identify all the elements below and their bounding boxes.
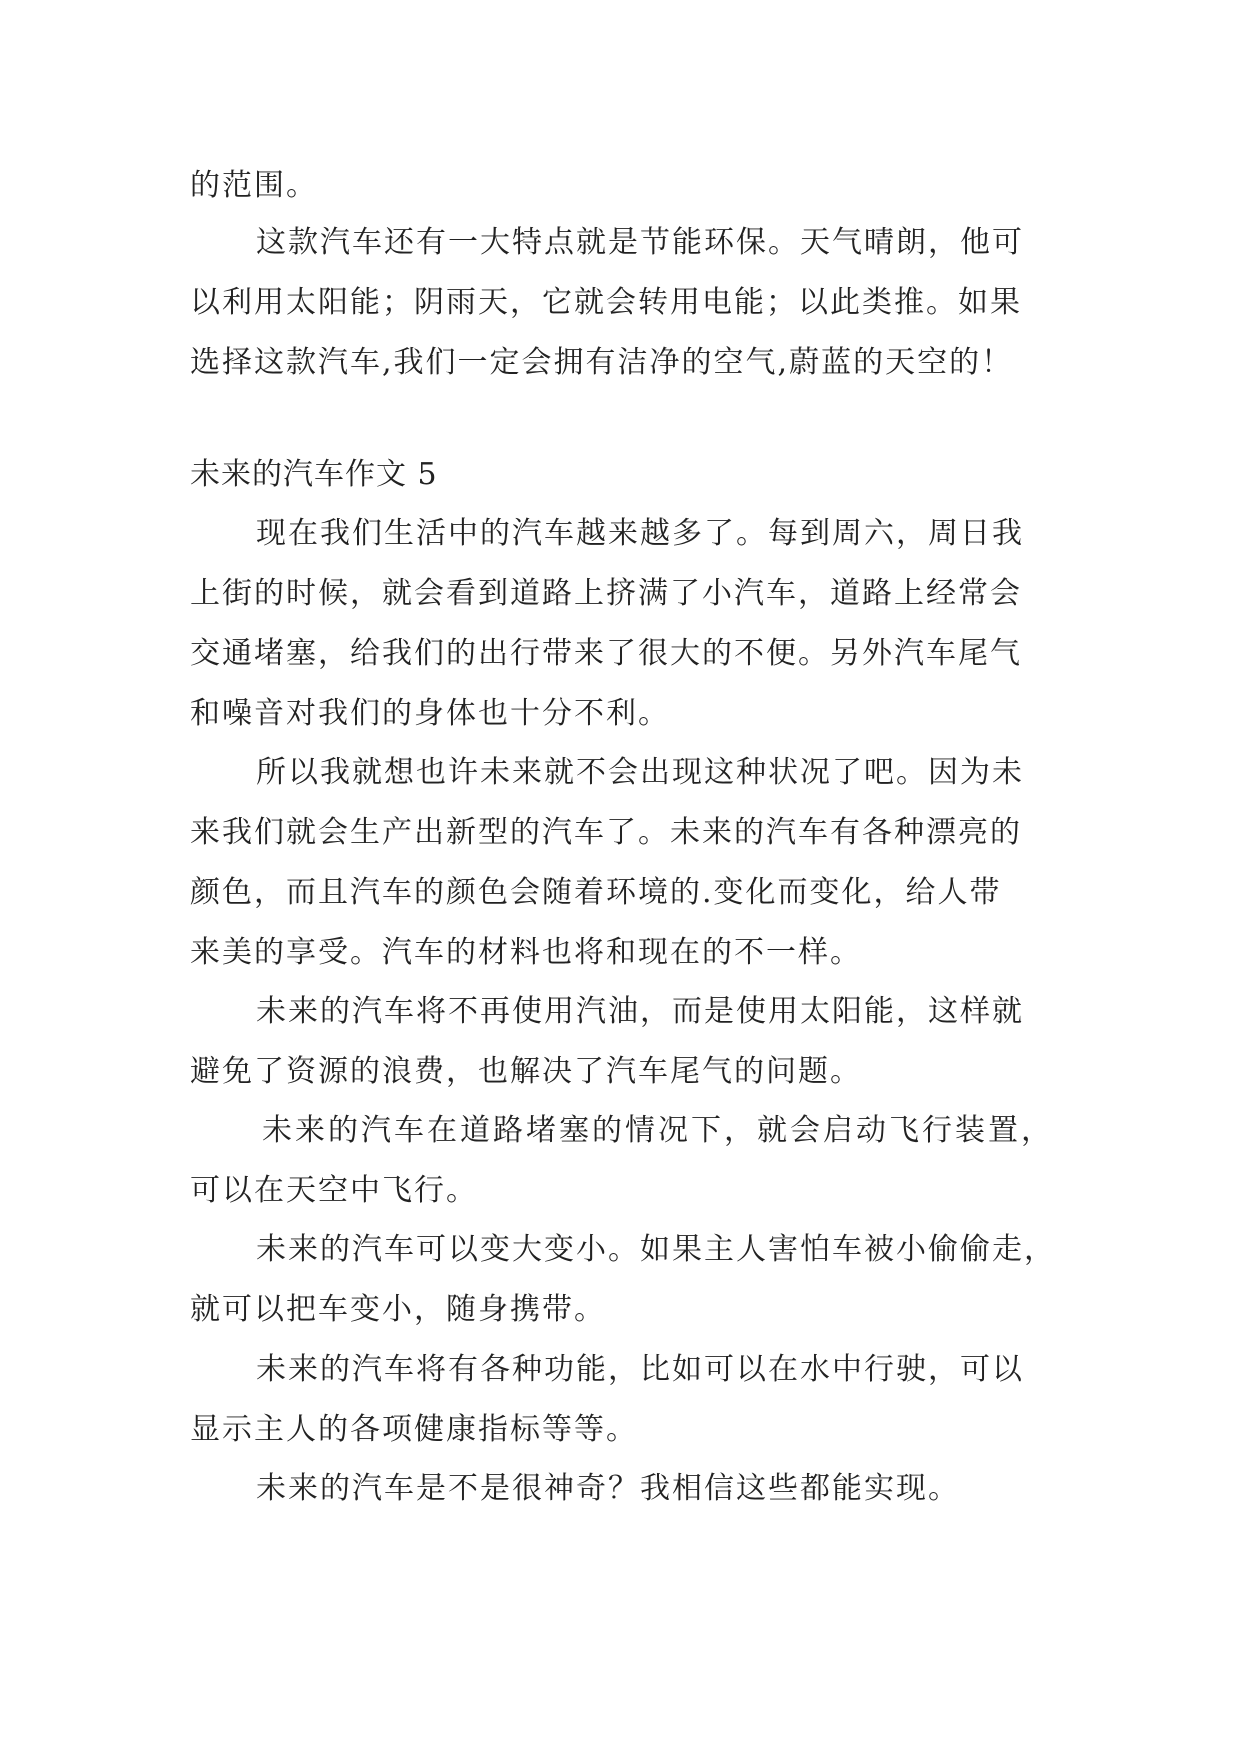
paragraph-start-line: 所以我就想也许未来就不会出现这种状况了吧。因为未 [256,755,1024,790]
text-line: 上街的时候，就会看到道路上挤满了小汽车，道路上经常会 [190,576,1022,611]
paragraph-start-line: 未来的汽车将有各种功能，比如可以在水中行驶，可以 [256,1352,1024,1387]
text-line: 的范围。 [190,168,318,203]
text-line: 来美的享受。汽车的材料也将和现在的不一样。 [190,935,862,970]
text-line: 来我们就会生产出新型的汽车了。未来的汽车有各种漂亮的 [190,815,1022,850]
paragraph-start-line: 未来的汽车可以变大变小。如果主人害怕车被小偷偷走， [256,1232,1056,1267]
text-line: 可以在天空中飞行。 [190,1173,478,1208]
text-line: 交通堵塞，给我们的出行带来了很大的不便。另外汽车尾气 [190,636,1022,671]
text-line: 就可以把车变小，随身携带。 [190,1292,606,1327]
section-heading: 未来的汽车作文 5 [190,457,438,492]
text-line: 显示主人的各项健康指标等等。 [190,1412,638,1447]
paragraph-start-line: 这款汽车还有一大特点就是节能环保。天气晴朗，他可 [256,225,1024,260]
paragraph-start-line: 现在我们生活中的汽车越来越多了。每到周六，周日我 [256,516,1024,551]
text-line: 选择这款汽车,我们一定会拥有洁净的空气,蔚蓝的天空的！ [190,345,1014,380]
paragraph-start-line: 未来的汽车将不再使用汽油，而是使用太阳能，这样就 [256,994,1024,1029]
text-line: 和噪音对我们的身体也十分不利。 [190,696,670,731]
paragraph-start-line: 未来的汽车在道路堵塞的情况下，就会启动飞行装置， [262,1113,1054,1148]
text-line: 颜色，而且汽车的颜色会随着环境的.变化而变化，给人带 [190,875,1002,910]
text-line: 避免了资源的浪费，也解决了汽车尾气的问题。 [190,1054,862,1089]
paragraph-start-line: 未来的汽车是不是很神奇？我相信这些都能实现。 [256,1471,960,1506]
text-line: 以利用太阳能；阴雨天，它就会转用电能；以此类推。如果 [190,285,1022,320]
